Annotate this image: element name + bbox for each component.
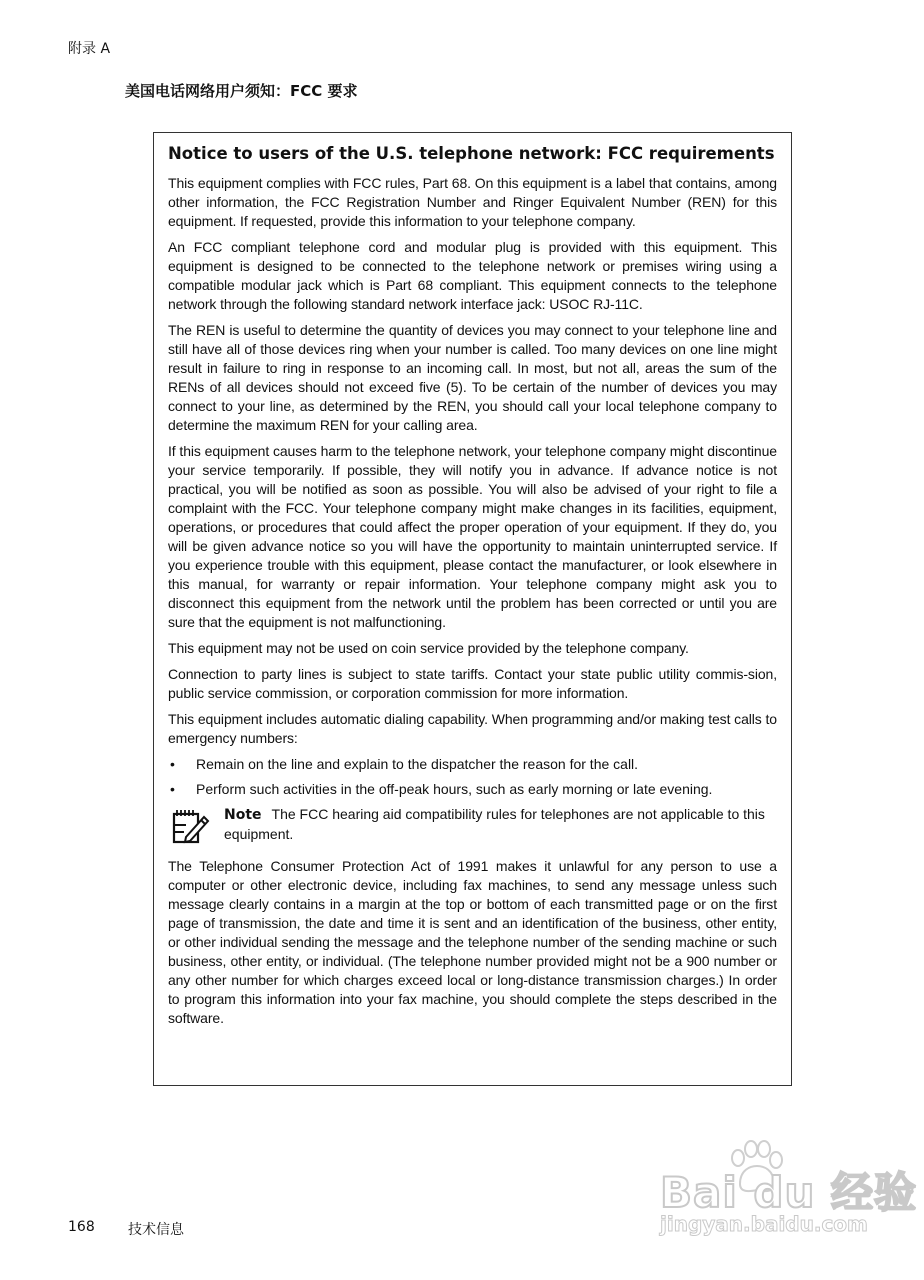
list-item-text: Remain on the line and explain to the dispatcher the reason for the call. (196, 756, 639, 772)
watermark-url: jingyan.baidu.com (660, 1212, 868, 1236)
footer-section: 技术信息 (128, 1222, 184, 1238)
bullet-icon: • (170, 756, 175, 772)
section-title-cn: 美国电话网络用户须知：FCC 要求 (125, 82, 358, 100)
watermark-logo-text: Bai du 经验 (660, 1168, 917, 1217)
appendix-label: 附录 A (68, 41, 111, 57)
notice-paragraph-7: This equipment includes automatic dialing capability. When programming and/or making test calls to emergency numbers: (168, 711, 777, 746)
baidu-watermark (660, 1140, 917, 1240)
notice-paragraph-4: If this equipment causes harm to the telephone network, your telephone company might discontinue your service temporarily. If possible, they will notify you in advance. If advance notice is not practical, you will be notified as soon as possible. You will also be advised of your right to file a complaint with the FCC. Your telephone company might make changes in its facilities, equipment, operations, or procedures that could affect the proper operation of your equipment. If they do, you will be given advance notice so you will have the opportunity to maintain uninterrupted service. If you experience trouble with this equipment, please contact the manufacturer, or look elsewhere in this manual, for warranty or repair information. Your telephone company might ask you to disconnect this equipment from the network until the problem has been corrected or until you are sure that the equipment is not malfunctioning. (168, 443, 777, 630)
notice-paragraph-3: The REN is useful to determine the quantity of devices you may connect to your telephone line and still have all of those devices ring when your number is called. Too many devices on one line might result in failure to ring in response to an incoming call. In most, but not all, areas the sum of the RENs of all devices should not exceed five (5). To be certain of the number of devices you may connect to your line, as determined by the REN, you should call your local telephone company to determine the maximum REN for your calling area. (168, 322, 777, 433)
notice-paragraph-5: This equipment may not be used on coin service provided by the telephone company. (168, 640, 689, 656)
bullet-icon: • (170, 781, 175, 797)
list-item (168, 755, 777, 774)
note-pad-pencil-icon (170, 807, 210, 847)
notice-paragraph-final: The Telephone Consumer Protection Act of 1991 makes it unlawful for any person to use a computer or other electronic device, including fax machines, to send any message unless such message clearly contains in a margin at the top or bottom of each transmitted page or on the first page of transmission, the date and time it is sent and an identification of the business, other entity, or other individual sending the message and the telephone number of the sending machine or such business, other entity, or individual. (The telephone number provided might not be a 900 number or any other number for which charges exceed local or long-distance transmission charges.) In order to program this information into your fax machine, you should complete the steps described in the software. (168, 858, 777, 1026)
fcc-notice-box (153, 132, 792, 1086)
notice-paragraph-1: This equipment complies with FCC rules, Part 68. On this equipment is a label that contains, among other information, the FCC Registration Number and Ringer Equivalent Number (REN) for this equipment. If requested, provide this information to your telephone company. (168, 175, 777, 229)
note-text: The FCC hearing aid compatibility rules for telephones are not applicable to this equipment. (224, 806, 765, 842)
note-label: Note (224, 807, 262, 823)
notice-paragraph-6: Connection to party lines is subject to state tariffs. Contact your state public utility commis-sion, public service commission, or corporation commission for more information. (168, 666, 777, 701)
note-block (168, 805, 777, 851)
notice-paragraph-2: An FCC compliant telephone cord and modular plug is provided with this equipment. This equipment is designed to be connected to the telephone network or premises wiring using a compatible modular jack which is Part 68 compliant. This equipment connects to the telephone network through the following standard network interface jack: USOC RJ-11C. (168, 239, 777, 312)
emergency-call-list (168, 755, 777, 799)
page-number: 168 (68, 1219, 95, 1235)
notice-title: Notice to users of the U.S. telephone network: FCC requirements (168, 144, 775, 163)
list-item (168, 780, 777, 799)
list-item-text: Perform such activities in the off-peak hours, such as early morning or late evening. (196, 781, 713, 797)
